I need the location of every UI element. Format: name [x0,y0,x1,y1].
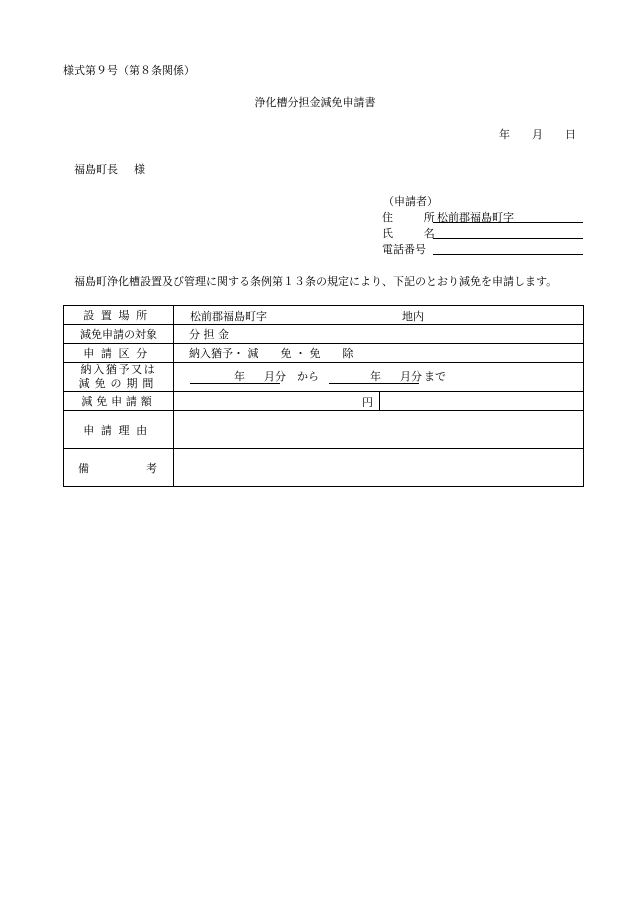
table-row-reason [64,411,584,449]
category-label: 申請区分 [64,344,174,363]
amount-divider [379,391,380,411]
form-number: 様式第９号（第８条関係） [63,64,195,77]
period-value-cell[interactable] [174,363,584,392]
table-row-amount [64,392,584,411]
site-value-prefix: 松前郡福島町字 [190,310,267,323]
target-value: 分 担 金 [174,325,584,344]
honorific: 様 [134,163,145,176]
name-underline [433,238,583,239]
site-value-suffix: 地内 [402,310,424,323]
period-label-line2: 減免の期間 [78,377,159,390]
date-year-label: 年 [499,128,510,141]
table-row-period [64,363,584,392]
date-day-label: 日 [565,128,576,141]
period-label [64,363,174,392]
phone-label: 電話番号 [382,243,426,256]
document-title: 浄化槽分担金減免申請書 [254,96,376,109]
name-label: 氏 名 [382,227,445,240]
period-from: から [297,370,319,383]
site-value-cell[interactable] [174,306,584,325]
remarks-value[interactable] [174,449,584,487]
remarks-label-1: 備 [78,461,89,475]
date-month-label: 月 [532,128,543,141]
target-label: 減免申請の対象 [64,325,174,344]
address-value[interactable]: 松前郡福島町字 [437,211,514,224]
amount-label: 減免申請額 [64,392,174,411]
reason-label: 申請理由 [64,411,174,449]
table-row-target [64,325,584,344]
period-end-year: 年 [370,370,381,383]
recipient-name: 福島町長 [74,163,118,176]
application-statement: 福島町浄化槽設置及び管理に関する条例第１３条の規定により、下記のとおり減免を申請します。 [74,275,558,288]
address-label: 住 所 [382,211,445,224]
phone-underline [433,254,583,255]
amount-value-cell[interactable] [174,392,584,411]
period-until: まで [424,370,446,383]
applicant-header: （申請者） [383,195,438,208]
period-start-month: 月分 [264,370,286,383]
period-end-month: 月分 [400,370,422,383]
table-row-site [64,306,584,325]
table-row-category [64,344,584,363]
address-underline [433,222,583,223]
period-start-year: 年 [234,370,245,383]
table-row-remarks [64,449,584,487]
reason-value[interactable] [174,411,584,449]
remarks-label-2: 考 [146,461,157,475]
remarks-label [64,449,174,487]
period-label-line1: 納入猶予又は [80,363,157,376]
site-label: 設置場所 [64,306,174,325]
addressee [74,163,145,176]
amount-unit: 円 [362,396,373,409]
category-value[interactable]: 納入猶予・ 減 免 ・ 免 除 [174,344,584,363]
application-table [63,305,584,487]
